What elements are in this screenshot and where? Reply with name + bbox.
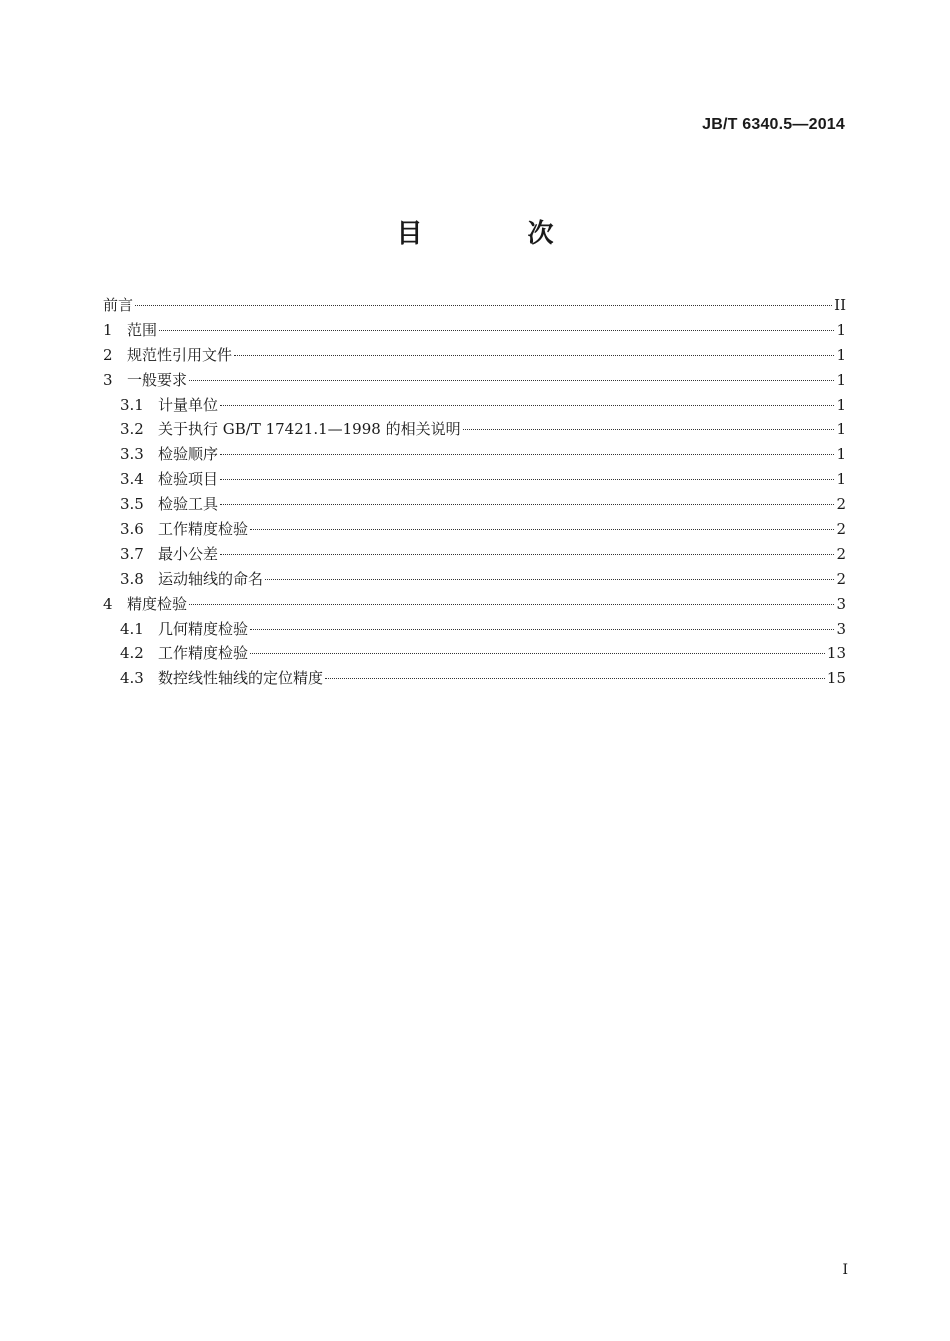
toc-entry-4-1[interactable] [103,617,846,642]
toc-entry-page: 1 [836,470,846,489]
toc-entry-3-8[interactable] [103,567,846,592]
toc-entry-page: 2 [836,544,846,563]
toc-entry-label: 一般要求 [127,370,188,389]
dot-leader [220,504,834,505]
toc-entry-3[interactable] [103,368,846,393]
toc-entry-label: 检验顺序 [158,445,219,464]
toc-entry-number: 3.3 [120,445,144,464]
toc-entry-page: 2 [836,569,846,588]
toc-entry-number: 4.2 [120,644,144,663]
toc-entry-page: 15 [826,669,846,688]
toc-entry-1[interactable] [103,318,846,343]
toc-entry-label: 精度检验 [127,594,188,613]
toc-entry-page: 1 [836,420,846,439]
toc-entry-3-3[interactable] [103,442,846,467]
toc-entry-label: 规范性引用文件 [127,345,233,364]
toc-entry-number: 1 [103,320,113,339]
dot-leader [189,604,834,605]
toc-entry-number: 3.8 [120,569,144,588]
toc-entry-label: 工作精度检验 [158,644,249,663]
toc-entry-number: 4 [103,594,113,613]
toc-entry-page: 1 [836,370,846,389]
toc-title: 目 次 [396,219,602,249]
dot-leader [135,305,832,306]
toc-entry-page: II [834,296,846,314]
toc-entry-number: 3 [103,370,113,389]
dot-leader [189,380,834,381]
toc-entry-number: 3.7 [120,544,144,563]
dot-leader [220,554,834,555]
dot-leader [220,479,834,480]
toc-entry-number: 3.4 [120,470,144,489]
dot-leader [325,678,825,679]
toc-entry-page: 1 [836,445,846,464]
toc-entry-2[interactable] [103,343,846,368]
toc-entry-label: 检验项目 [158,470,219,489]
toc-entry-label: 计量单位 [158,395,219,414]
toc-entry-label: 运动轴线的命名 [158,569,264,588]
toc-entry-number: 2 [103,345,113,364]
toc-entry-label: 工作精度检验 [158,520,249,539]
toc-entry-page: 2 [836,495,846,514]
dot-leader [250,629,834,630]
page-number: I [842,1262,848,1278]
toc-entry-number: 3.5 [120,495,144,514]
toc-entry-label: 检验工具 [158,495,219,514]
toc-entry-number: 3.6 [120,520,144,539]
toc-entry-page: 13 [826,644,846,663]
dot-leader [250,653,825,654]
toc-entry-3-1[interactable] [103,393,846,418]
dot-leader [234,355,834,356]
dot-leader [265,579,834,580]
toc-entry-page: 3 [836,594,846,613]
toc-entry-page: 2 [836,520,846,539]
toc-entry-3-2[interactable] [103,417,846,442]
toc-entry-3-5[interactable] [103,492,846,517]
dot-leader [159,330,834,331]
toc-entry-3-6[interactable] [103,517,846,542]
toc-entry-number: 3.2 [120,420,144,439]
toc-entry-number: 3.1 [120,395,144,414]
toc-entry-4-3[interactable] [103,666,846,691]
toc-entry-label: 前言 [103,296,134,314]
toc-entry-label: 几何精度检验 [158,619,249,638]
toc-entry-page: 1 [836,395,846,414]
dot-leader [463,429,835,430]
toc-entry-3-4[interactable] [103,467,846,492]
table-of-contents [103,293,846,691]
dot-leader [220,454,834,455]
toc-entry-page: 1 [836,320,846,339]
dot-leader [220,405,834,406]
toc-entry-page: 1 [836,345,846,364]
toc-entry-4-2[interactable] [103,641,846,666]
toc-entry-label: 最小公差 [158,544,219,563]
toc-entry-number: 4.3 [120,669,144,688]
toc-entry-label: 关于执行 GB/T 17421.1—1998 的相关说明 [158,420,461,439]
toc-entry-label: 数控线性轴线的定位精度 [158,669,324,688]
toc-entry-number: 4.1 [120,619,144,638]
toc-entry-foreword[interactable] [103,293,846,318]
standard-code: JB/T 6340.5—2014 [702,116,845,133]
toc-entry-4[interactable] [103,592,846,617]
dot-leader [250,529,834,530]
toc-entry-3-7[interactable] [103,542,846,567]
toc-entry-label: 范围 [127,320,158,339]
toc-entry-page: 3 [836,619,846,638]
